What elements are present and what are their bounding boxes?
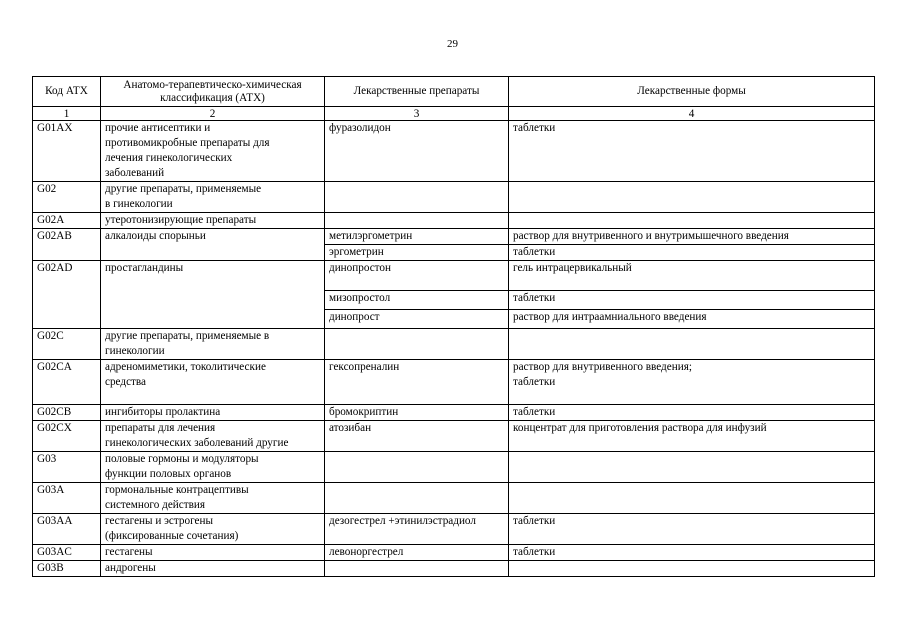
atc-code-cell: G03A [33,483,101,514]
table-row [33,229,875,245]
header-atc-classification: Анатомо-терапевтическо-химическая классификация (АТХ) [101,77,325,107]
atc-code-cell: G02AD [33,261,101,329]
atc-classification-cell: алкалоиды спорыньи [101,229,325,261]
table-row [33,561,875,577]
drug-cell [325,561,509,577]
table-row [33,261,875,291]
column-number: 4 [509,107,875,121]
drug-cell: эргометрин [325,245,509,261]
drug-cell [325,452,509,483]
drug-cell: динопрост [325,310,509,329]
table-row [33,121,875,182]
dosage-form-cell: раствор для внутривенного введения; таблетки [509,360,875,405]
table-row [33,545,875,561]
table-row [33,213,875,229]
table-row [33,329,875,360]
dosage-form-cell [509,452,875,483]
table-row [33,483,875,514]
dosage-form-cell [509,483,875,514]
header-drugs: Лекарственные препараты [325,77,509,107]
dosage-form-cell: таблетки [509,245,875,261]
drug-cell: динопростон [325,261,509,291]
dosage-form-cell: таблетки [509,405,875,421]
atc-classification-cell: гормональные контрацептивы системного действия [101,483,325,514]
dosage-form-cell [509,182,875,213]
atc-classification-cell: утеротонизирующие препараты [101,213,325,229]
drug-cell: метилэргометрин [325,229,509,245]
dosage-form-cell [509,329,875,360]
drug-cell: мизопростол [325,291,509,310]
atc-code-cell: G03B [33,561,101,577]
drug-cell [325,483,509,514]
dosage-form-cell: концентрат для приготовления раствора для инфузий [509,421,875,452]
dosage-form-cell [509,561,875,577]
drug-cell [325,329,509,360]
dosage-form-cell: раствор для внутривенного и внутримышечного введения [509,229,875,245]
atc-code-cell: G03AC [33,545,101,561]
atc-classification-cell: гестагены и эстрогены (фиксированные сочетания) [101,514,325,545]
atc-classification-cell: другие препараты, применяемые в гинекологии [101,182,325,213]
atc-classification-cell: гестагены [101,545,325,561]
table-row [33,452,875,483]
drug-cell: левоноргестрел [325,545,509,561]
table-row [33,182,875,213]
dosage-form-cell: таблетки [509,291,875,310]
table-row [33,514,875,545]
dosage-form-cell: таблетки [509,514,875,545]
table-row [33,405,875,421]
drug-cell [325,213,509,229]
dosage-form-cell: раствор для интраамниального введения [509,310,875,329]
column-number: 2 [101,107,325,121]
table-body [33,121,875,577]
header-dosage-forms: Лекарственные формы [509,77,875,107]
table-row [33,421,875,452]
atc-code-cell: G03AA [33,514,101,545]
atc-code-cell: G02C [33,329,101,360]
table-row [33,360,875,405]
atc-code-cell: G02CX [33,421,101,452]
atc-classification-cell: ингибиторы пролактина [101,405,325,421]
page-number: 29 [447,38,458,50]
dosage-form-cell: таблетки [509,121,875,182]
dosage-form-cell: таблетки [509,545,875,561]
drug-cell: фуразолидон [325,121,509,182]
dosage-form-cell [509,213,875,229]
atc-classification-cell: другие препараты, применяемые в гинекологии [101,329,325,360]
atc-code-cell: G02AB [33,229,101,261]
atc-classification-cell: адреномиметики, токолитические средства [101,360,325,405]
atc-code-cell: G02 [33,182,101,213]
dosage-form-cell: гель интрацервикальный [509,261,875,291]
atc-code-cell: G02CB [33,405,101,421]
header-atc-code: Код АТХ [33,77,101,107]
atc-code-cell: G01AX [33,121,101,182]
drug-cell: гексопреналин [325,360,509,405]
atc-classification-cell: простагландины [101,261,325,329]
atc-classification-cell: прочие антисептики и противомикробные препараты для лечения гинекологических заболеваний [101,121,325,182]
atc-drug-table [32,76,875,577]
atc-code-cell: G02CA [33,360,101,405]
drug-cell [325,182,509,213]
drug-cell: атозибан [325,421,509,452]
column-number: 1 [33,107,101,121]
drug-cell: бромокриптин [325,405,509,421]
atc-classification-cell: половые гормоны и модуляторы функции половых органов [101,452,325,483]
atc-classification-cell: андрогены [101,561,325,577]
drug-cell: дезогестрел +этинилэстрадиол [325,514,509,545]
atc-code-cell: G02A [33,213,101,229]
atc-classification-cell: препараты для лечения гинекологических заболеваний другие [101,421,325,452]
atc-code-cell: G03 [33,452,101,483]
column-number: 3 [325,107,509,121]
